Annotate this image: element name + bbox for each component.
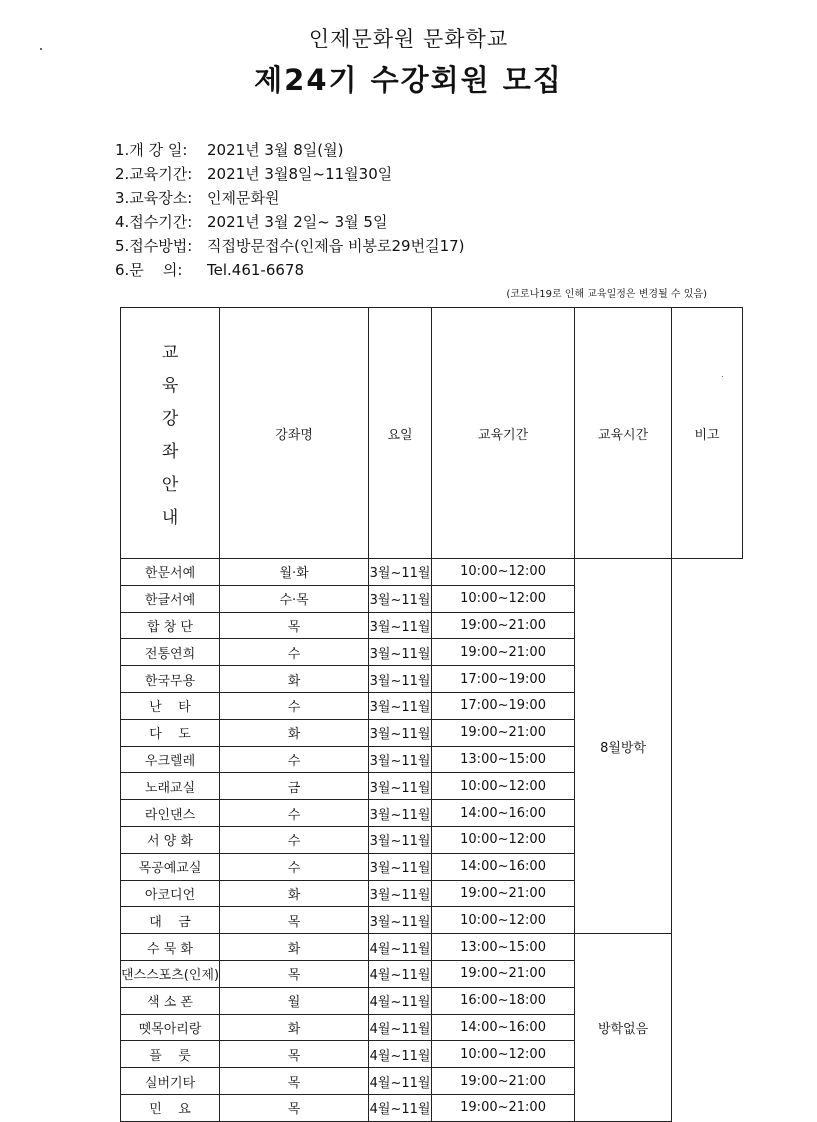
period-cell: 3월~11월 — [369, 612, 432, 639]
time-cell: 16:00~18:00 — [432, 987, 575, 1014]
page-title: 제24기 수강회원 모집 — [254, 63, 563, 97]
time-cell: 17:00~19:00 — [432, 692, 575, 719]
side-label-cell — [121, 308, 220, 559]
day-cell: 수·목 — [220, 585, 369, 612]
day-cell: 목 — [220, 1041, 369, 1068]
covid-notice: (코로나19로 인해 교육일정은 변경될 수 있음) — [506, 289, 707, 300]
info-row — [115, 210, 465, 234]
time-cell: 10:00~12:00 — [432, 559, 575, 586]
period-cell: 3월~11월 — [369, 746, 432, 773]
period-cell: 4월~11월 — [369, 960, 432, 987]
day-cell: 화 — [220, 880, 369, 907]
remarks-cell: 8월방학 — [575, 559, 672, 934]
period-cell: 4월~11월 — [369, 1068, 432, 1095]
info-list — [115, 138, 465, 282]
info-row — [115, 186, 465, 210]
info-value: Tel.461-6678 — [207, 261, 304, 279]
time-cell: 19:00~21:00 — [432, 1068, 575, 1095]
day-cell: 수 — [220, 746, 369, 773]
course-name-cell: 난 타 — [121, 692, 220, 719]
period-cell: 4월~11월 — [369, 1014, 432, 1041]
time-cell: 13:00~15:00 — [432, 746, 575, 773]
info-label: 5.접수방법: — [115, 237, 193, 255]
course-name-cell: 뗏목아리랑 — [121, 1014, 220, 1041]
period-cell: 3월~11월 — [369, 853, 432, 880]
time-cell: 19:00~21:00 — [432, 880, 575, 907]
time-cell: 14:00~16:00 — [432, 1014, 575, 1041]
time-cell: 10:00~12:00 — [432, 907, 575, 934]
period-cell: 3월~11월 — [369, 773, 432, 800]
time-cell: 19:00~21:00 — [432, 639, 575, 666]
table-row — [121, 934, 743, 961]
day-cell: 목 — [220, 612, 369, 639]
info-row — [115, 162, 465, 186]
period-cell: 3월~11월 — [369, 880, 432, 907]
course-name-cell: 라인댄스 — [121, 800, 220, 827]
info-value: 인제문화원 — [207, 189, 280, 207]
table-row — [121, 559, 743, 586]
header-remarks: 비고 — [672, 308, 743, 559]
period-cell: 3월~11월 — [369, 826, 432, 853]
info-label: 3.교육장소: — [115, 189, 193, 207]
course-name-cell: 플 룻 — [121, 1041, 220, 1068]
time-cell: 10:00~12:00 — [432, 826, 575, 853]
side-label-char: 좌 — [161, 442, 179, 462]
info-row — [115, 258, 465, 282]
info-label: 4.접수기간: — [115, 213, 193, 231]
remarks-cell: 방학없음 — [575, 934, 672, 1122]
info-row — [115, 138, 465, 162]
side-label-char: 교 — [161, 343, 179, 363]
course-name-cell: 서 양 화 — [121, 826, 220, 853]
header-day: 요일 — [369, 308, 432, 559]
course-name-cell: 실버기타 — [121, 1068, 220, 1095]
day-cell: 목 — [220, 1094, 369, 1121]
header-time: 교육시간 — [575, 308, 672, 559]
side-label-char: 육 — [161, 376, 179, 396]
course-table — [120, 307, 743, 1122]
info-value: 2021년 3월8일~11월30일 — [207, 165, 393, 183]
info-value: 2021년 3월 8일(월) — [207, 141, 344, 159]
time-cell: 14:00~16:00 — [432, 800, 575, 827]
time-cell: 19:00~21:00 — [432, 960, 575, 987]
info-label: 6.문 의: — [115, 261, 183, 279]
side-label-char: 강 — [161, 409, 179, 429]
period-cell: 3월~11월 — [369, 907, 432, 934]
day-cell: 화 — [220, 934, 369, 961]
side-label-char: 내 — [161, 508, 179, 528]
course-name-cell: 우크렐레 — [121, 746, 220, 773]
time-cell: 19:00~21:00 — [432, 719, 575, 746]
time-cell: 10:00~12:00 — [432, 773, 575, 800]
time-cell: 10:00~12:00 — [432, 1041, 575, 1068]
course-name-cell: 다 도 — [121, 719, 220, 746]
period-cell: 3월~11월 — [369, 692, 432, 719]
period-cell: 4월~11월 — [369, 934, 432, 961]
header-course-name: 강좌명 — [220, 308, 369, 559]
day-cell: 수 — [220, 639, 369, 666]
period-cell: 3월~11월 — [369, 719, 432, 746]
day-cell: 월·화 — [220, 559, 369, 586]
day-cell: 화 — [220, 666, 369, 693]
course-name-cell: 한문서예 — [121, 559, 220, 586]
course-name-cell: 한글서예 — [121, 585, 220, 612]
table-header-row — [121, 308, 743, 559]
day-cell: 화 — [220, 719, 369, 746]
time-cell: 13:00~15:00 — [432, 934, 575, 961]
course-name-cell: 대 금 — [121, 907, 220, 934]
info-value: 직접방문접수(인제읍 비봉로29번길17) — [207, 237, 465, 255]
course-name-cell: 민 요 — [121, 1094, 220, 1121]
info-value: 2021년 3월 2일~ 3월 5일 — [207, 213, 388, 231]
period-cell: 4월~11월 — [369, 1094, 432, 1121]
day-cell: 수 — [220, 826, 369, 853]
course-name-cell: 댄스스포츠(인제) — [121, 960, 220, 987]
period-cell: 4월~11월 — [369, 1041, 432, 1068]
info-label: 1.개 강 일: — [115, 141, 188, 159]
course-name-cell: 전통연희 — [121, 639, 220, 666]
day-cell: 금 — [220, 773, 369, 800]
period-cell: 3월~11월 — [369, 585, 432, 612]
day-cell: 화 — [220, 1014, 369, 1041]
day-cell: 월 — [220, 987, 369, 1014]
day-cell: 수 — [220, 692, 369, 719]
period-cell: 3월~11월 — [369, 666, 432, 693]
info-label: 2.교육기간: — [115, 165, 193, 183]
course-name-cell: 색 소 폰 — [121, 987, 220, 1014]
time-cell: 17:00~19:00 — [432, 666, 575, 693]
info-row — [115, 234, 465, 258]
course-name-cell: 목공예교실 — [121, 853, 220, 880]
day-cell: 수 — [220, 800, 369, 827]
time-cell: 10:00~12:00 — [432, 585, 575, 612]
day-cell: 목 — [220, 1068, 369, 1095]
course-name-cell: 노래교실 — [121, 773, 220, 800]
header-period: 교육기간 — [432, 308, 575, 559]
day-cell: 목 — [220, 907, 369, 934]
period-cell: 4월~11월 — [369, 987, 432, 1014]
day-cell: 수 — [220, 853, 369, 880]
time-cell: 19:00~21:00 — [432, 612, 575, 639]
course-name-cell: 아코디언 — [121, 880, 220, 907]
period-cell: 3월~11월 — [369, 639, 432, 666]
day-cell: 목 — [220, 960, 369, 987]
time-cell: 19:00~21:00 — [432, 1094, 575, 1121]
period-cell: 3월~11월 — [369, 559, 432, 586]
period-cell: 3월~11월 — [369, 800, 432, 827]
time-cell: 14:00~16:00 — [432, 853, 575, 880]
course-name-cell: 수 묵 화 — [121, 934, 220, 961]
course-name-cell: 한국무용 — [121, 666, 220, 693]
organization-name: 인제문화원 문화학교 — [308, 27, 509, 51]
side-label-char: 안 — [161, 475, 179, 495]
course-name-cell: 합 창 단 — [121, 612, 220, 639]
